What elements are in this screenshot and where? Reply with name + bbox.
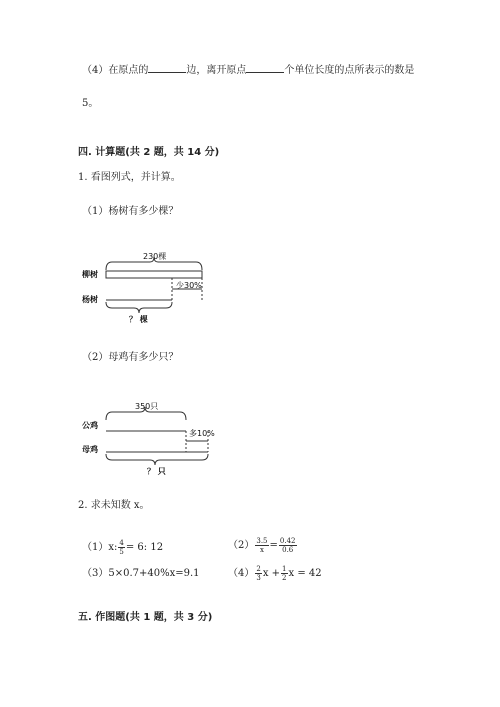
bottom-label: ？ 只 [147, 467, 166, 476]
eq-prefix: （3） [82, 568, 109, 579]
eq-term: = 6: 12 [125, 542, 164, 553]
q4-suffix: 个单位长度的点所表示的数是 [284, 65, 415, 76]
fraction: $\frac{1}{2}$ [282, 565, 287, 582]
diff-label: 多10% [189, 429, 215, 438]
problem1-part1-question: （1）杨树有多少棵？ [82, 206, 179, 217]
eq-prefix: （4） [228, 568, 255, 579]
top-label: 350只 [135, 402, 159, 411]
bottom-brace [106, 454, 208, 465]
problem2-title: 2. 求未知数 x。 [78, 500, 150, 511]
equation-2 [228, 537, 298, 554]
problem1-part2-question: （2）母鸡有多少只？ [82, 352, 179, 363]
eq-term: 5×0.7+40%x=9.1 [108, 568, 200, 579]
fraction: $\frac{3.5}{x}$ [256, 537, 268, 554]
fraction: $\frac{2}{3}$ [256, 565, 261, 582]
top-label: 230棵 [143, 252, 167, 261]
q4-prefix: （4）在原点的 [82, 65, 149, 76]
equation-3 [82, 568, 200, 580]
section5-title: 五. 作图题(共 1 题，共 3 分) [78, 612, 213, 623]
eq-prefix: （2） [228, 540, 255, 551]
section4-title: 四. 计算题(共 2 题，共 14 分) [78, 147, 220, 158]
row1-label: 柳树 [82, 270, 98, 279]
bottom-brace [106, 302, 172, 313]
bottom-label: ？ 棵 [129, 315, 148, 324]
equation-1 [82, 539, 163, 556]
row1-label: 公鸡 [82, 421, 98, 430]
q4-middle: 边，离开原点 [186, 65, 247, 76]
eq-term: = [269, 540, 278, 551]
eq-term: x: [108, 542, 118, 553]
q4-answer: 5。 [82, 98, 99, 109]
equation-4 [228, 565, 322, 582]
diff-label: 少30% [176, 281, 202, 290]
row2-label: 母鸡 [82, 445, 98, 454]
fraction: $\frac{0.42}{0.6}$ [279, 537, 296, 554]
eq-term: x + [262, 568, 281, 579]
row1-bar [106, 271, 202, 278]
fraction: $\frac{4}{5}$ [119, 539, 124, 556]
eq-term: x = 42 [288, 568, 322, 579]
eq-prefix: （1） [82, 542, 109, 553]
row2-label: 杨树 [82, 295, 98, 304]
problem1-title: 1. 看图列式，并计算。 [78, 172, 181, 183]
